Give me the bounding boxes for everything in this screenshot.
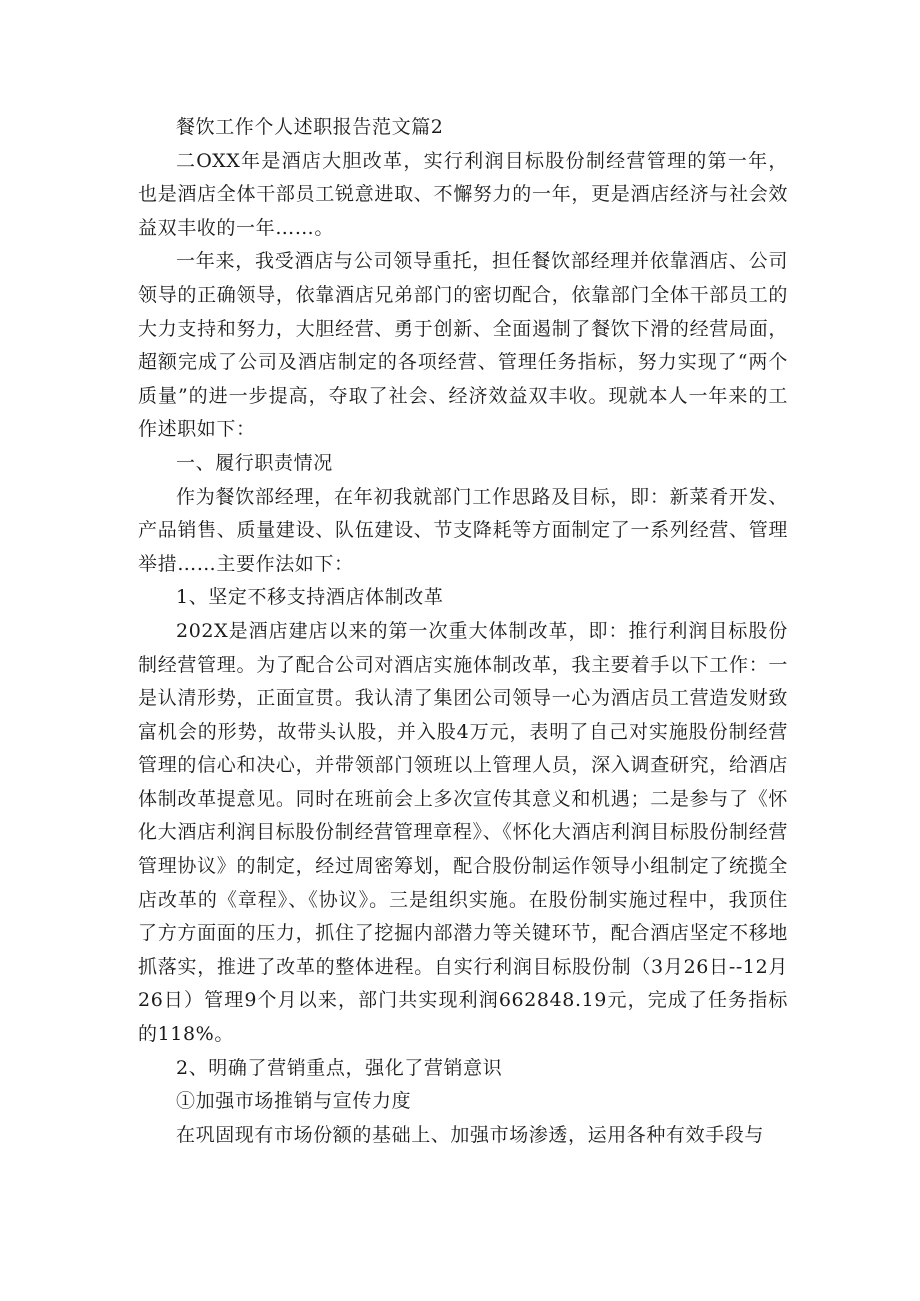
subheading-reform: 1、坚定不移支持酒店体制改革: [176, 586, 444, 609]
section-heading-duties: 一、履行职责情况: [176, 451, 333, 474]
paragraph-promotion: 在巩固现有市场份额的基础上、加强市场渗透，运用各种有效手段与: [176, 1123, 765, 1146]
document-body: [138, 111, 788, 1152]
document-title: 餐饮工作个人述职报告范文篇2: [176, 116, 444, 138]
paragraph-summary: 一年来，我受酒店与公司领导重托，担任餐饮部经理并依靠酒店、公司领导的正确领导，依靠酒店兄弟部门的密切配合，依靠部门全体干部员工的大力支持和努力，大胆经营、勇于创新、全面遏制了餐饮下滑的经营局面，超额完成了公司及酒店制定的各项经营、管理任务指标，努力实现了“两个质量”的进一步提高，夺取了社会、经济效益双丰收。现就本人一年来的工作述职如下：: [138, 250, 788, 441]
paragraph-intro: 二OXX年是酒店大胆改革，实行利润目标股份制经营管理的第一年，也是酒店全体干部员工锐意进取、不懈努力的一年，更是酒店经济与社会效益双丰收的一年……。: [138, 149, 788, 239]
paragraph-reform: 202X是酒店建店以来的第一次重大体制改革，即：推行利润目标股份制经营管理。为了配合公司对酒店实施体制改革，我主要着手以下工作：一是认清形势，正面宣贯。我认清了集团公司领导一心为酒店员工营造发财致富机会的形势，故带头认股，并入股4万元，表明了自己对实施股份制经营管理的信心和决心，并带领部门领班以上管理人员，深入调查研究，给酒店体制改革提意见。同时在班前会上多次宣传其意义和机遇；二是参与了《怀化大酒店利润目标股份制经营管理章程》、《怀化大酒店利润目标股份制经营管理协议》的制定，经过周密筹划，配合股份制运作领导小组制定了统揽全店改革的《章程》、《协议》。三是组织实施。在股份制实施过程中，我顶住了方方面面的压力，抓住了挖掘内部潜力等关键环节，配合酒店坚定不移地抓落实，推进了改革的整体进程。自实行利润目标股份制（3月26日--12月26日）管理9个月以来，部门共实现利润662848.19元，完成了任务指标的118%。: [138, 619, 788, 1046]
subheading-promotion: ①加强市场推销与宣传力度: [176, 1090, 412, 1113]
subheading-marketing: 2、明确了营销重点，强化了营销意识: [176, 1056, 503, 1079]
paragraph-duties: 作为餐饮部经理，在年初我就部门工作思路及目标，即：新菜肴开发、产品销售、质量建设、队伍建设、节支降耗等方面制定了一系列经营、管理举措……主要作法如下：: [138, 485, 788, 575]
